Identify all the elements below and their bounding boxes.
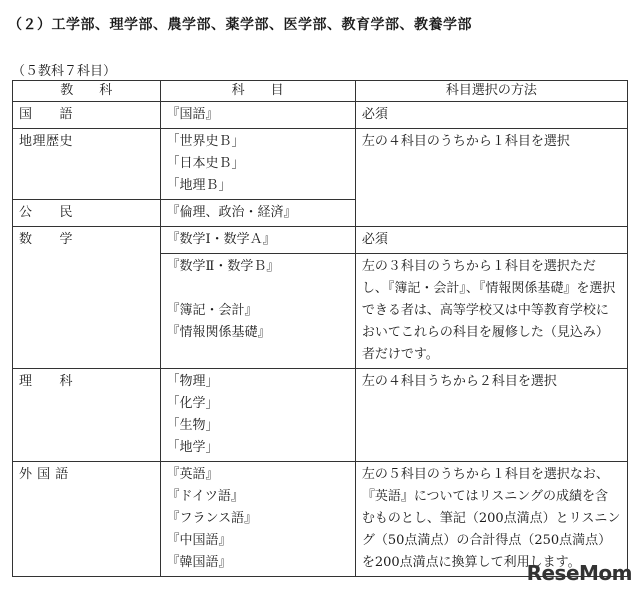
subject-item: 『数学Ⅰ・数学Ａ』 xyxy=(166,232,276,247)
subjects-cell xyxy=(160,200,355,227)
method-cell: 必須 xyxy=(355,227,627,254)
subject-item: 「生物」 xyxy=(166,418,219,433)
subject-item: 「物理」 xyxy=(166,374,219,389)
subject-item: 『情報関係基礎』 xyxy=(166,325,271,340)
subject-item: 『簿記・会計』 xyxy=(166,303,258,318)
subject-item: 「日本史Ｂ」 xyxy=(166,156,245,171)
section-heading: （２）工学部、理学部、農学部、薬学部、医学部、教育学部、教養学部 xyxy=(8,17,472,33)
subject-item: 『数学Ⅱ・数学Ｂ』 xyxy=(166,259,280,274)
subject-item: 「地学」 xyxy=(166,440,219,455)
subject-item: 『韓国語』 xyxy=(166,555,232,570)
subject-item: 『国語』 xyxy=(166,107,219,122)
category-cell: 公 民 xyxy=(13,200,161,227)
category-cell: 外 国 語 xyxy=(13,462,161,577)
subject-item: 「化学」 xyxy=(166,396,219,411)
method-cell: 必須 xyxy=(355,102,627,129)
table-row xyxy=(13,369,628,462)
method-cell: 左の５科目のうちから１科目を選択なお、『英語』についてはリスニングの成績を含むものとし、筆記（200点満点）とリスニング（50点満点）の合計得点（250点満点）を200点満点に換算して利用します。 xyxy=(355,462,627,577)
subjects-cell xyxy=(160,369,355,462)
subject-item: 「地理Ｂ」 xyxy=(166,178,232,193)
header-category: 教 科 xyxy=(13,81,161,102)
subject-item: 『倫理、政治・経済』 xyxy=(166,205,297,220)
subject-requirements-table xyxy=(12,80,628,577)
table-row xyxy=(13,462,628,577)
category-cell: 国 語 xyxy=(13,102,161,129)
category-cell: 数 学 xyxy=(13,227,161,369)
subjects-cell xyxy=(160,102,355,129)
subject-item: 『フランス語』 xyxy=(166,511,258,526)
category-cell: 地理歴史 xyxy=(13,129,161,200)
table-row xyxy=(13,102,628,129)
subjects-cell xyxy=(160,129,355,200)
section-subheading: （５教科７科目） xyxy=(12,64,117,79)
subjects-cell xyxy=(160,227,355,254)
table-row xyxy=(13,129,628,200)
category-cell: 理 科 xyxy=(13,369,161,462)
header-method: 科目選択の方法 xyxy=(355,81,627,102)
table-row xyxy=(13,227,628,254)
subject-item: 「世界史Ｂ」 xyxy=(166,134,245,149)
subject-item: 『英語』 xyxy=(166,467,219,482)
method-cell: 左の３科目のうちから１科目を選択ただし、『簿記・会計』、『情報関係基礎』を選択できる者は、高等学校又は中等教育学校においてこれらの科目を履修した（見込み）者だけです。 xyxy=(355,254,627,369)
subjects-cell xyxy=(160,254,355,369)
subject-item: 『ドイツ語』 xyxy=(166,489,244,504)
method-cell: 左の４科目うちから２科目を選択 xyxy=(355,369,627,462)
method-cell: 左の４科目のうちから１科目を選択 xyxy=(355,129,627,227)
resemom-logo: ReseMom xyxy=(526,561,632,585)
subjects-cell xyxy=(160,462,355,577)
header-subjects: 科 目 xyxy=(160,81,355,102)
subject-item: 『中国語』 xyxy=(166,533,232,548)
table-header-row xyxy=(13,81,628,102)
subject-spacer xyxy=(167,278,349,300)
